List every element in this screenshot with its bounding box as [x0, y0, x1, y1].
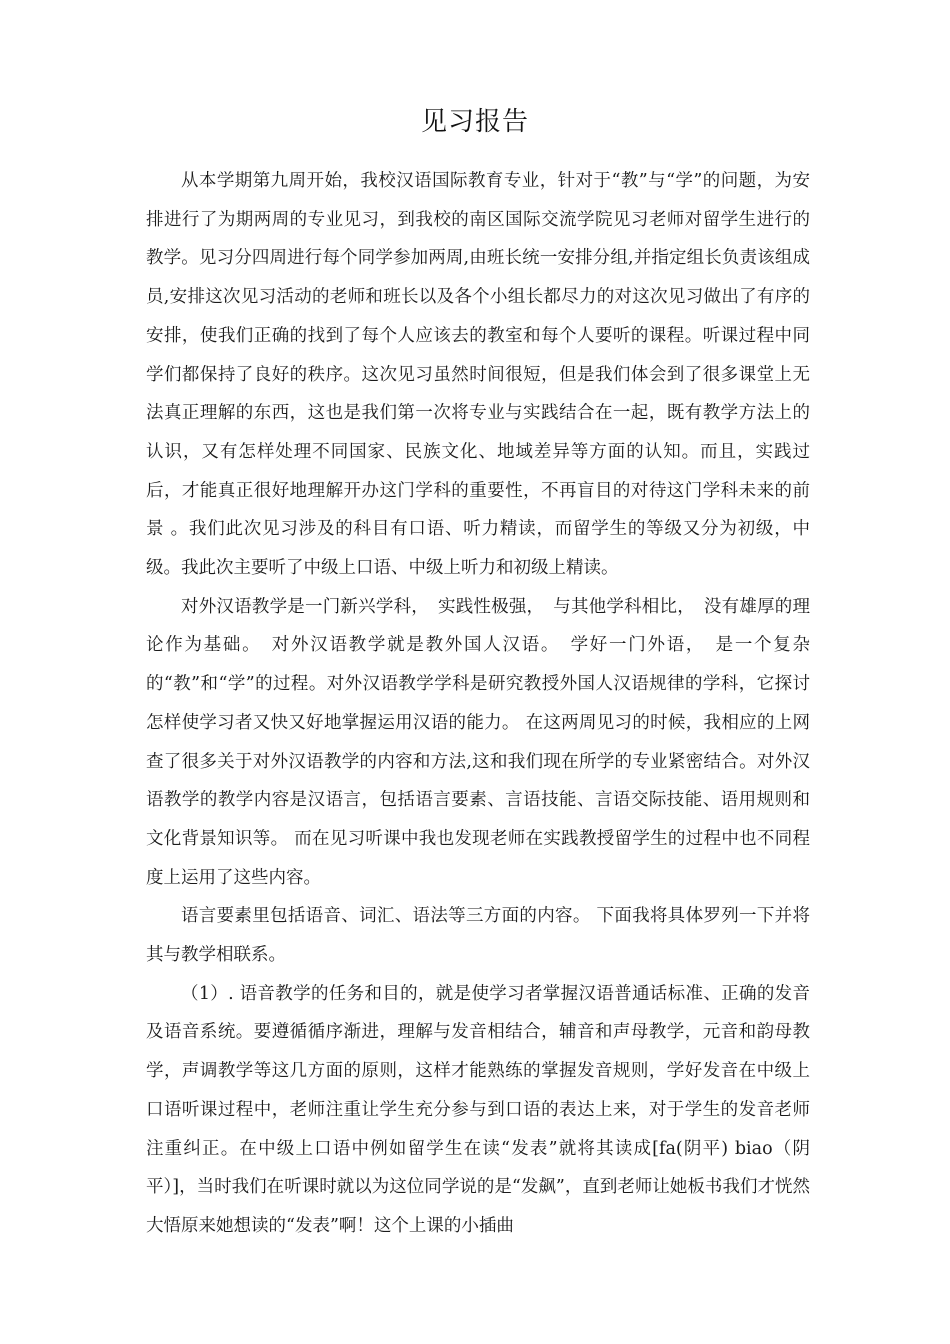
- paragraph-3: 语言要素里包括语音、词汇、语法等三方面的内容。 下面我将具体罗列一下并将其与教学相联系。: [146, 906, 810, 966]
- paragraph-4: （1）. 语音教学的任务和目的，就是使学习者掌握汉语普通话标准、正确的发音及语音系统。要遵循循序渐进，理解与发音相结合，辅音和声母教学，元音和韵母教学，声调教学等这几方面的原则，这样才能熟练的掌握发音规则，学好发音在中级上口语听课过程中，老师注重让学生充分参与到口语的表达上来，对于学生的发音老师注重纠正。在中级上口语中例如留学生在读“发表”就将其读成[fa(阴平) biao（阴平）]，当时我们在听课时就以为这位同学说的是“发飙”，直到老师让她板书我们才恍然大悟原来她想读的“发表”啊！这个上课的小插曲: [146, 983, 810, 1236]
- paragraph-1: 从本学期第九周开始，我校汉语国际教育专业，针对于“教”与“学”的问题，为安排进行了为期两周的专业见习，到我校的南区国际交流学院见习老师对留学生进行的教学。见习分四周进行每个同学参加两周,由班长统一安排分组,并指定组长负责该组成员,安排这次见习活动的老师和班长以及各个小组长都尽力的对这次见习做出了有序的安排，使我们正确的找到了每个人应该去的教室和每个人要听的课程。听课过程中同学们都保持了良好的秩序。这次见习虽然时间很短，但是我们体会到了很多课堂上无法真正理解的东西，这也是我们第一次将专业与实践结合在一起，既有教学方法上的认识，又有怎样处理不同国家、民族文化、地域差异等方面的认知。而且，实践过后，才能真正很好地理解开办这门学科的重要性，不再盲目的对待这门学科未来的前景 。我们此次见习涉及的科目有口语、听力精读，而留学生的等级又分为初级，中级。我此次主要听了中级上口语、中级上听力和初级上精读。: [146, 171, 810, 579]
- document-body: [146, 162, 810, 1246]
- document-title: 见习报告: [420, 107, 529, 137]
- paragraph-2: 对外汉语教学是一门新兴学科， 实践性极强， 与其他学科相比， 没有雄厚的理论作为基础。 对外汉语教学就是教外国人汉语。 学好一门外语， 是一个复杂的“教”和“学”的过程。对外汉语教学学科是研究教授外国人汉语规律的学科，它探讨怎样使学习者又快又好地掌握运用汉语的能力。 在这两周见习的时候，我相应的上网查了很多关于对外汉语教学的内容和方法,这和我们现在所学的专业紧密结合。对外汉语教学的教学内容是汉语言，包括语言要素、言语技能、言语交际技能、语用规则和文化背景知识等。 而在见习听课中我也发现老师在实践教授留学生的过程中也不同程度上运用了这些内容。: [146, 596, 810, 888]
